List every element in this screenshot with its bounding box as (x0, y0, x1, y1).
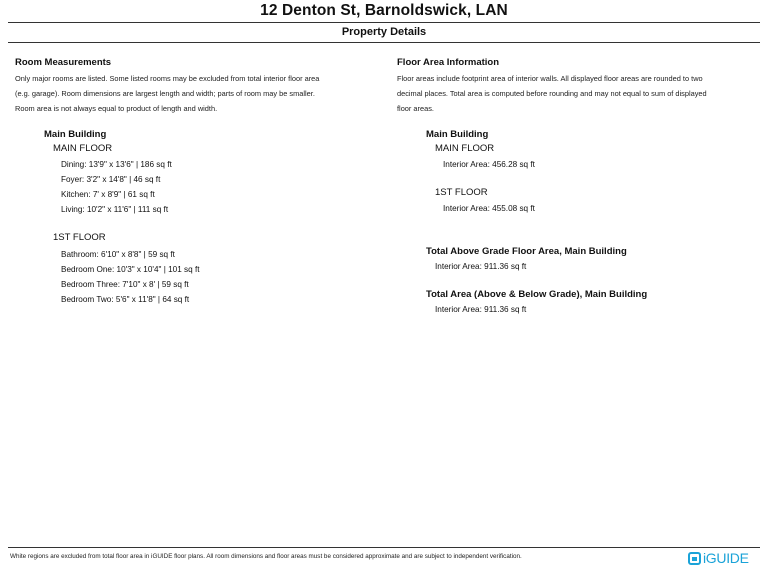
description-line: decimal places. Total area is computed before rounding and may not equal to sum of displayed (397, 89, 707, 98)
room-item: Bedroom Three: 7'10" x 8' | 59 sq ft (61, 280, 189, 289)
above-grade-total (426, 244, 627, 274)
description-line: floor areas. (397, 104, 434, 113)
iguide-logo (688, 550, 749, 566)
floor-heading-1st: 1ST FLOOR (53, 232, 106, 243)
total-area-heading: Total Area (Above & Below Grade), Main Building (426, 289, 648, 300)
room-item: Foyer: 3'2" x 14'8" | 46 sq ft (61, 175, 161, 184)
description-line: (e.g. garage). Room dimensions are largest length and width; parts of room may be smaller. (15, 89, 315, 98)
above-grade-heading: Total Above Grade Floor Area, Main Building (426, 246, 627, 257)
floor-heading-1st: 1ST FLOOR (435, 187, 488, 198)
room-item: Dining: 13'9" x 13'6" | 186 sq ft (61, 160, 172, 169)
floor-area-heading: Floor Area Information (397, 57, 500, 68)
floor-area-description (397, 71, 762, 116)
floor-area-section (397, 57, 762, 116)
total-area (426, 287, 647, 317)
room-measurements-heading: Room Measurements (15, 57, 112, 68)
building-heading: Main Building (44, 129, 107, 140)
floor-heading-main: MAIN FLOOR (435, 143, 495, 154)
footer-disclaimer: White regions are excluded from total floor area in iGUIDE floor plans. All room dimensions and floor areas must be considered approximate and are subject to independent verification. (10, 553, 522, 560)
room-item: Bedroom One: 10'3" x 10'4" | 101 sq ft (61, 265, 200, 274)
footer-divider (8, 547, 760, 548)
room-item: Bedroom Two: 5'6" x 11'8" | 64 sq ft (61, 295, 190, 304)
room-list (44, 127, 200, 307)
description-line: Room area is not always equal to product of length and width. (15, 104, 218, 113)
page-title: 12 Denton St, Barnoldswick, LAN (260, 2, 508, 19)
floor-area-value: Interior Area: 456.28 sq ft (443, 160, 535, 169)
above-grade-area: Interior Area: 911.36 sq ft (435, 262, 527, 271)
iguide-logo-icon (688, 552, 701, 565)
room-item: Kitchen: 7' x 8'9" | 61 sq ft (61, 190, 155, 199)
room-measurements-section (15, 57, 387, 116)
floor-area-value: Interior Area: 455.08 sq ft (443, 204, 535, 213)
room-item: Bathroom: 6'10" x 8'8" | 59 sq ft (61, 250, 175, 259)
room-item: Living: 10'2" x 11'6" | 111 sq ft (61, 205, 169, 214)
description-line: Floor areas include footprint area of interior walls. All displayed floor areas are rounded to two (397, 74, 703, 83)
description-line: Only major rooms are listed. Some listed rooms may be excluded from total interior floor area (15, 74, 320, 83)
floor-area-list (426, 127, 535, 216)
floor-heading-main: MAIN FLOOR (53, 143, 113, 154)
header-divider-top (8, 22, 760, 23)
page-subtitle: Property Details (341, 26, 427, 38)
room-measurements-description (15, 71, 387, 116)
iguide-logo-text: iGUIDE (703, 550, 749, 566)
total-area-value: Interior Area: 911.36 sq ft (435, 305, 527, 314)
header-divider-bottom (8, 42, 760, 43)
building-heading: Main Building (426, 129, 489, 140)
